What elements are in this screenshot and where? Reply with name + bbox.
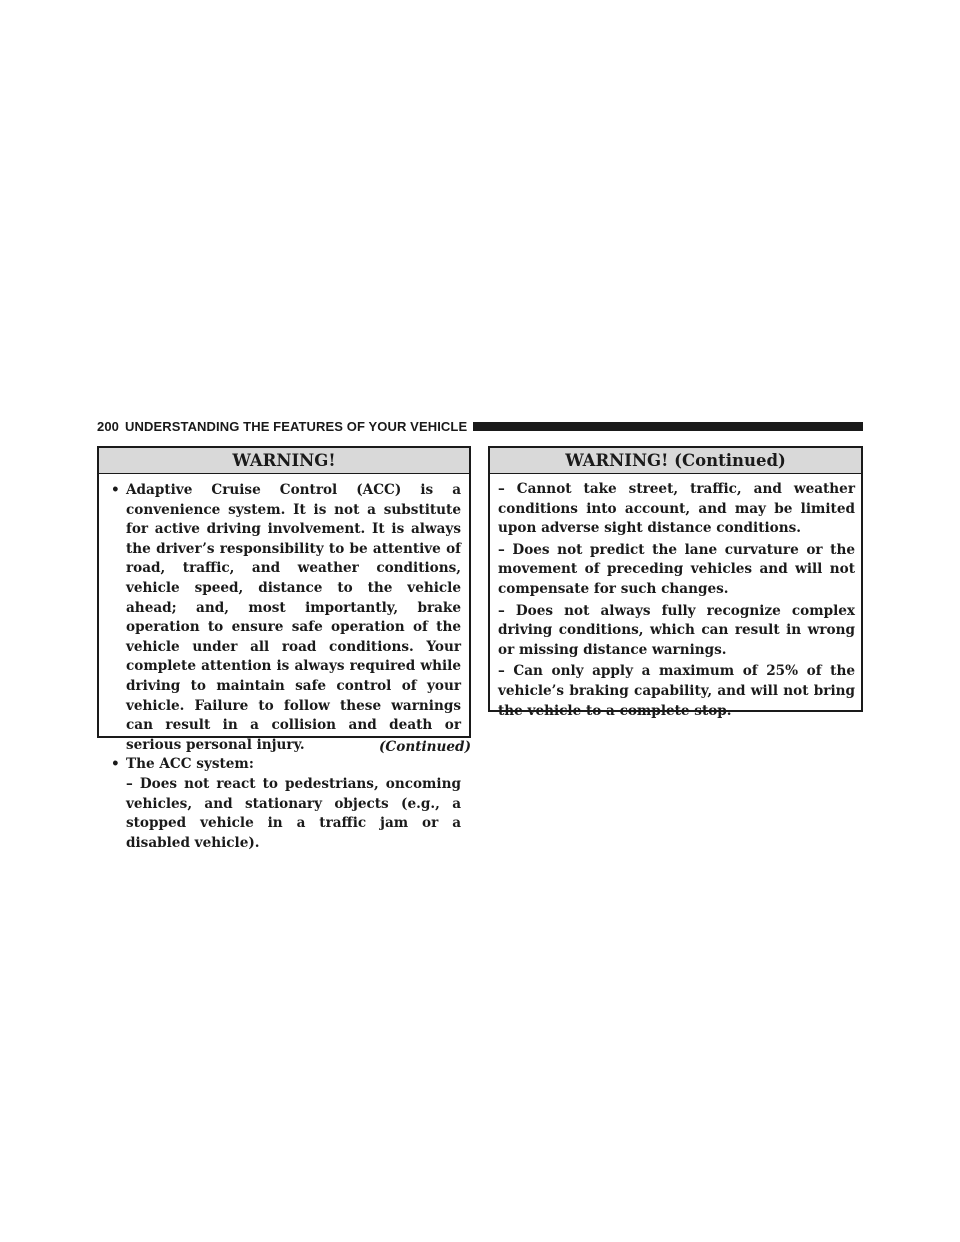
warning-subitem: – Does not react to pedestrians, oncoming vehicles, and stationary objects (e.g., a stopped vehicle in a traffic jam or a disabled vehicle). (126, 775, 461, 851)
warning-title: WARNING! (99, 448, 469, 474)
warning-bullet (111, 481, 461, 755)
page-header (97, 417, 863, 435)
bullet-text: Adaptive Cruise Control (ACC) is a convenience system. It is not a substitute for active driving involvement. It is always the driver’s responsibility to be attentive of road, traffic, and weather conditions, vehicle speed, distance to the vehicle ahead; and, most importantly, brake operation to ensure safe operation of the vehicle under all road conditions. Your complete attention is always required while driving to maintain safe control of your vehicle. Failure to follow these warnings can result in a collision and death or serious personal injury. (126, 482, 461, 753)
warning-body (490, 474, 861, 721)
warning-item: – Does not always fully recognize complex driving conditions, which can result in wrong or missing distance warnings. (498, 602, 855, 658)
warning-body (99, 474, 469, 853)
page-number: 200 (97, 418, 119, 434)
header-rule (473, 422, 863, 431)
continued-note: (Continued) (379, 739, 471, 755)
warning-box-continued (488, 446, 863, 719)
warning-title: WARNING! (Continued) (490, 448, 861, 474)
section-title: UNDERSTANDING THE FEATURES OF YOUR VEHICLE (125, 418, 468, 434)
bullet-text: The ACC system: (126, 756, 254, 773)
warning-item: – Does not predict the lane curvature or the movement of preceding vehicles and will not compensate for such changes. (498, 541, 855, 597)
warning-bullet (111, 755, 461, 775)
bullet-icon: • (111, 482, 120, 498)
warning-item: – Can only apply a maximum of 25% of the vehicle’s braking capability, and will not bring the vehicle to a complete stop. (498, 663, 855, 719)
bullet-icon: • (111, 756, 120, 773)
warning-item: – Cannot take street, traffic, and weather conditions into account, and may be limited upon adverse sight distance conditions. (498, 481, 855, 537)
